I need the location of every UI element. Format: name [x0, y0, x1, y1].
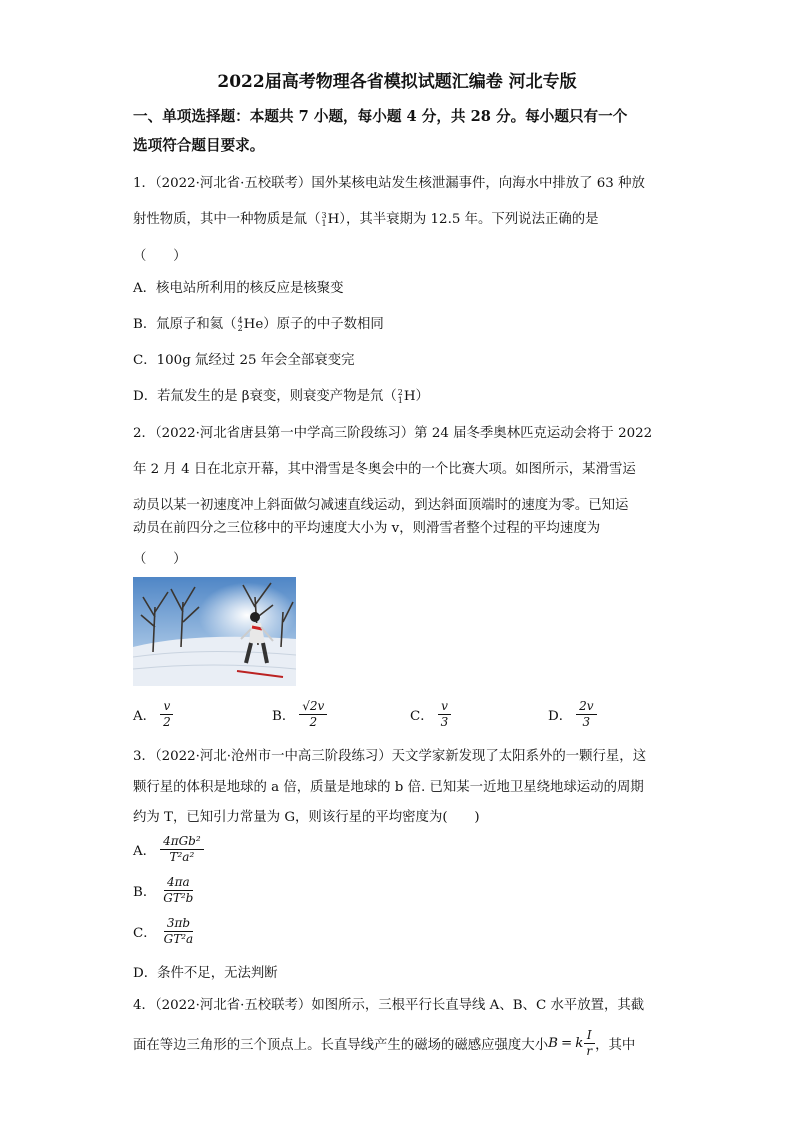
- fraction-denominator: 2: [163, 715, 171, 729]
- q1-option-b-text-b: ）原子的中子数相同: [263, 317, 384, 332]
- option-label: A．: [133, 709, 157, 724]
- fraction-denominator: GT²b: [163, 891, 194, 905]
- nuclide-mass: 2: [397, 387, 403, 397]
- fraction-numerator: I: [584, 1029, 595, 1044]
- skier-photo-image: [133, 577, 296, 686]
- fraction-denominator: 2: [309, 715, 318, 729]
- q2-line1: 2．（2022·河北省唐县第一中学高三阶段练习）第 24 届冬季奥林匹克运动会将于 2022: [133, 426, 653, 441]
- q1-line2-text-a: 射性物质，其中一种物质是氚（: [133, 212, 321, 227]
- q3-option-b: [133, 876, 196, 905]
- q2-line3: 动员以某一初速度冲上斜面做匀减速直线运动，到达斜面顶端时的速度为零。已知运: [133, 498, 629, 513]
- fraction-numerator: 4πa: [164, 876, 193, 891]
- fraction: [160, 876, 196, 905]
- fraction-numerator: 4πGb²: [160, 835, 204, 850]
- option-label: D．: [548, 709, 573, 724]
- q2-line2: 年 2 月 4 日在北京开幕，其中滑雪是冬奥会中的一个比赛大项。如图所示，某滑雪运: [133, 462, 636, 477]
- section-heading-line2: 选项符合题目要求。: [133, 137, 265, 154]
- option-label: A．: [133, 844, 157, 859]
- q3-option-a: [133, 835, 204, 864]
- q1-nuclide-index: [321, 212, 326, 228]
- fraction-denominator: GT²a: [163, 932, 194, 946]
- section-heading: [133, 102, 663, 160]
- q4-line1: 4．（2022·河北省·五校联考）如图所示，三根平行长直导线 A、B、C 水平放置，其截: [133, 998, 645, 1013]
- q4-line2-text-a: 面在等边三角形的三个顶点上。长直导线产生的磁场的磁感应强度大小: [133, 1038, 549, 1053]
- fraction: [438, 700, 452, 729]
- nuclide-symbol: H: [327, 212, 340, 227]
- fraction-numerator: 2v: [576, 700, 596, 715]
- q1-option-c: C．100g 氚经过 25 年会全部衰变完: [133, 353, 355, 368]
- option-label: B．: [272, 709, 296, 724]
- option-label: B．: [133, 885, 157, 900]
- nuclide-atomic: 2: [237, 323, 243, 333]
- q1-option-d-text-a: D．若氚发生的是 β衰变，则衰变产物是氘（: [133, 389, 397, 404]
- q3-option-d: D．条件不足，无法判断: [133, 966, 278, 981]
- q4-line2: [133, 1029, 635, 1058]
- fraction-denominator: r: [586, 1044, 593, 1058]
- q2-line4: 动员在前四分之三位移中的平均速度大小为 v，则滑雪者整个过程的平均速度为: [133, 521, 601, 536]
- fraction-numerator: 3πb: [164, 917, 193, 932]
- q3-line3: 约为 T，已知引力常量为 G，则该行星的平均密度为( ): [133, 810, 480, 825]
- q1-option-b: [133, 313, 384, 333]
- option-label: C．: [133, 926, 157, 941]
- q2-options: [133, 700, 693, 736]
- q2-option-d: [548, 700, 597, 729]
- formula-constant: k: [575, 1036, 584, 1051]
- fraction: [576, 700, 596, 729]
- q1-line1: 1．（2022·河北省·五校联考）国外某核电站发生核泄漏事件，向海水中排放了 63 种放: [133, 176, 645, 191]
- fraction: [161, 917, 197, 946]
- q1-option-d: [133, 385, 429, 405]
- q1-option-b-text-a: B．氚原子和氦（: [133, 317, 237, 332]
- q1-optb-nuclide-index: [238, 317, 243, 333]
- fraction: [299, 700, 327, 729]
- q1-option-a: A．核电站所利用的核反应是核聚变: [133, 281, 344, 296]
- formula-lhs: B: [548, 1036, 558, 1051]
- nuclide-atomic: 1: [397, 395, 403, 405]
- nuclide-symbol: He: [243, 317, 264, 332]
- q1-line2: [133, 208, 599, 228]
- q3-line2: 颗行星的体积是地球的 a 倍，质量是地球的 b 倍. 已知某一近地卫星绕地球运动的周期: [133, 780, 644, 795]
- q4-line2-text-b: ，其中: [595, 1038, 636, 1053]
- q3-line1: 3．（2022·河北·沧州市一中高三阶段练习）天文学家新发现了太阳系外的一颗行星，这: [133, 749, 647, 764]
- section-heading-line1: 一、单项选择题：本题共 7 小题，每小题 4 分，共 28 分。每小题只有一个: [133, 108, 628, 125]
- q2-option-b: [272, 700, 327, 729]
- fraction-numerator: v: [160, 700, 173, 715]
- magnetic-field-formula: [548, 1029, 595, 1058]
- q3-option-c: [133, 917, 196, 946]
- nuclide-symbol: H: [403, 389, 416, 404]
- q1-answer-bracket: （ ）: [133, 249, 187, 264]
- nuclide-atomic: 1: [321, 218, 327, 228]
- skier-photo: [133, 577, 296, 686]
- q1-line2-text-b: ），其半衰期为 12.5 年。下列说法正确的是: [339, 212, 599, 227]
- fraction-numerator: √2v: [299, 700, 327, 715]
- fraction: [160, 835, 204, 864]
- formula-equals: =: [560, 1036, 573, 1051]
- q2-option-c: [410, 700, 451, 729]
- q2-answer-bracket: （ ）: [133, 552, 187, 567]
- nuclide-mass: 4: [237, 315, 243, 325]
- page-title: 2022届高考物理各省模拟试题汇编卷 河北专版: [217, 72, 577, 92]
- fraction: [160, 700, 174, 729]
- q2-option-a: [133, 700, 174, 729]
- fraction-denominator: T²a²: [169, 850, 195, 864]
- q1-optd-nuclide-index: [398, 389, 403, 405]
- fraction: [583, 1029, 595, 1058]
- q1-option-d-text-b: ）: [415, 389, 429, 404]
- option-label: C．: [410, 709, 434, 724]
- fraction-denominator: 3: [582, 715, 591, 729]
- fraction-numerator: v: [438, 700, 451, 715]
- nuclide-mass: 3: [321, 210, 327, 220]
- fraction-denominator: 3: [440, 715, 449, 729]
